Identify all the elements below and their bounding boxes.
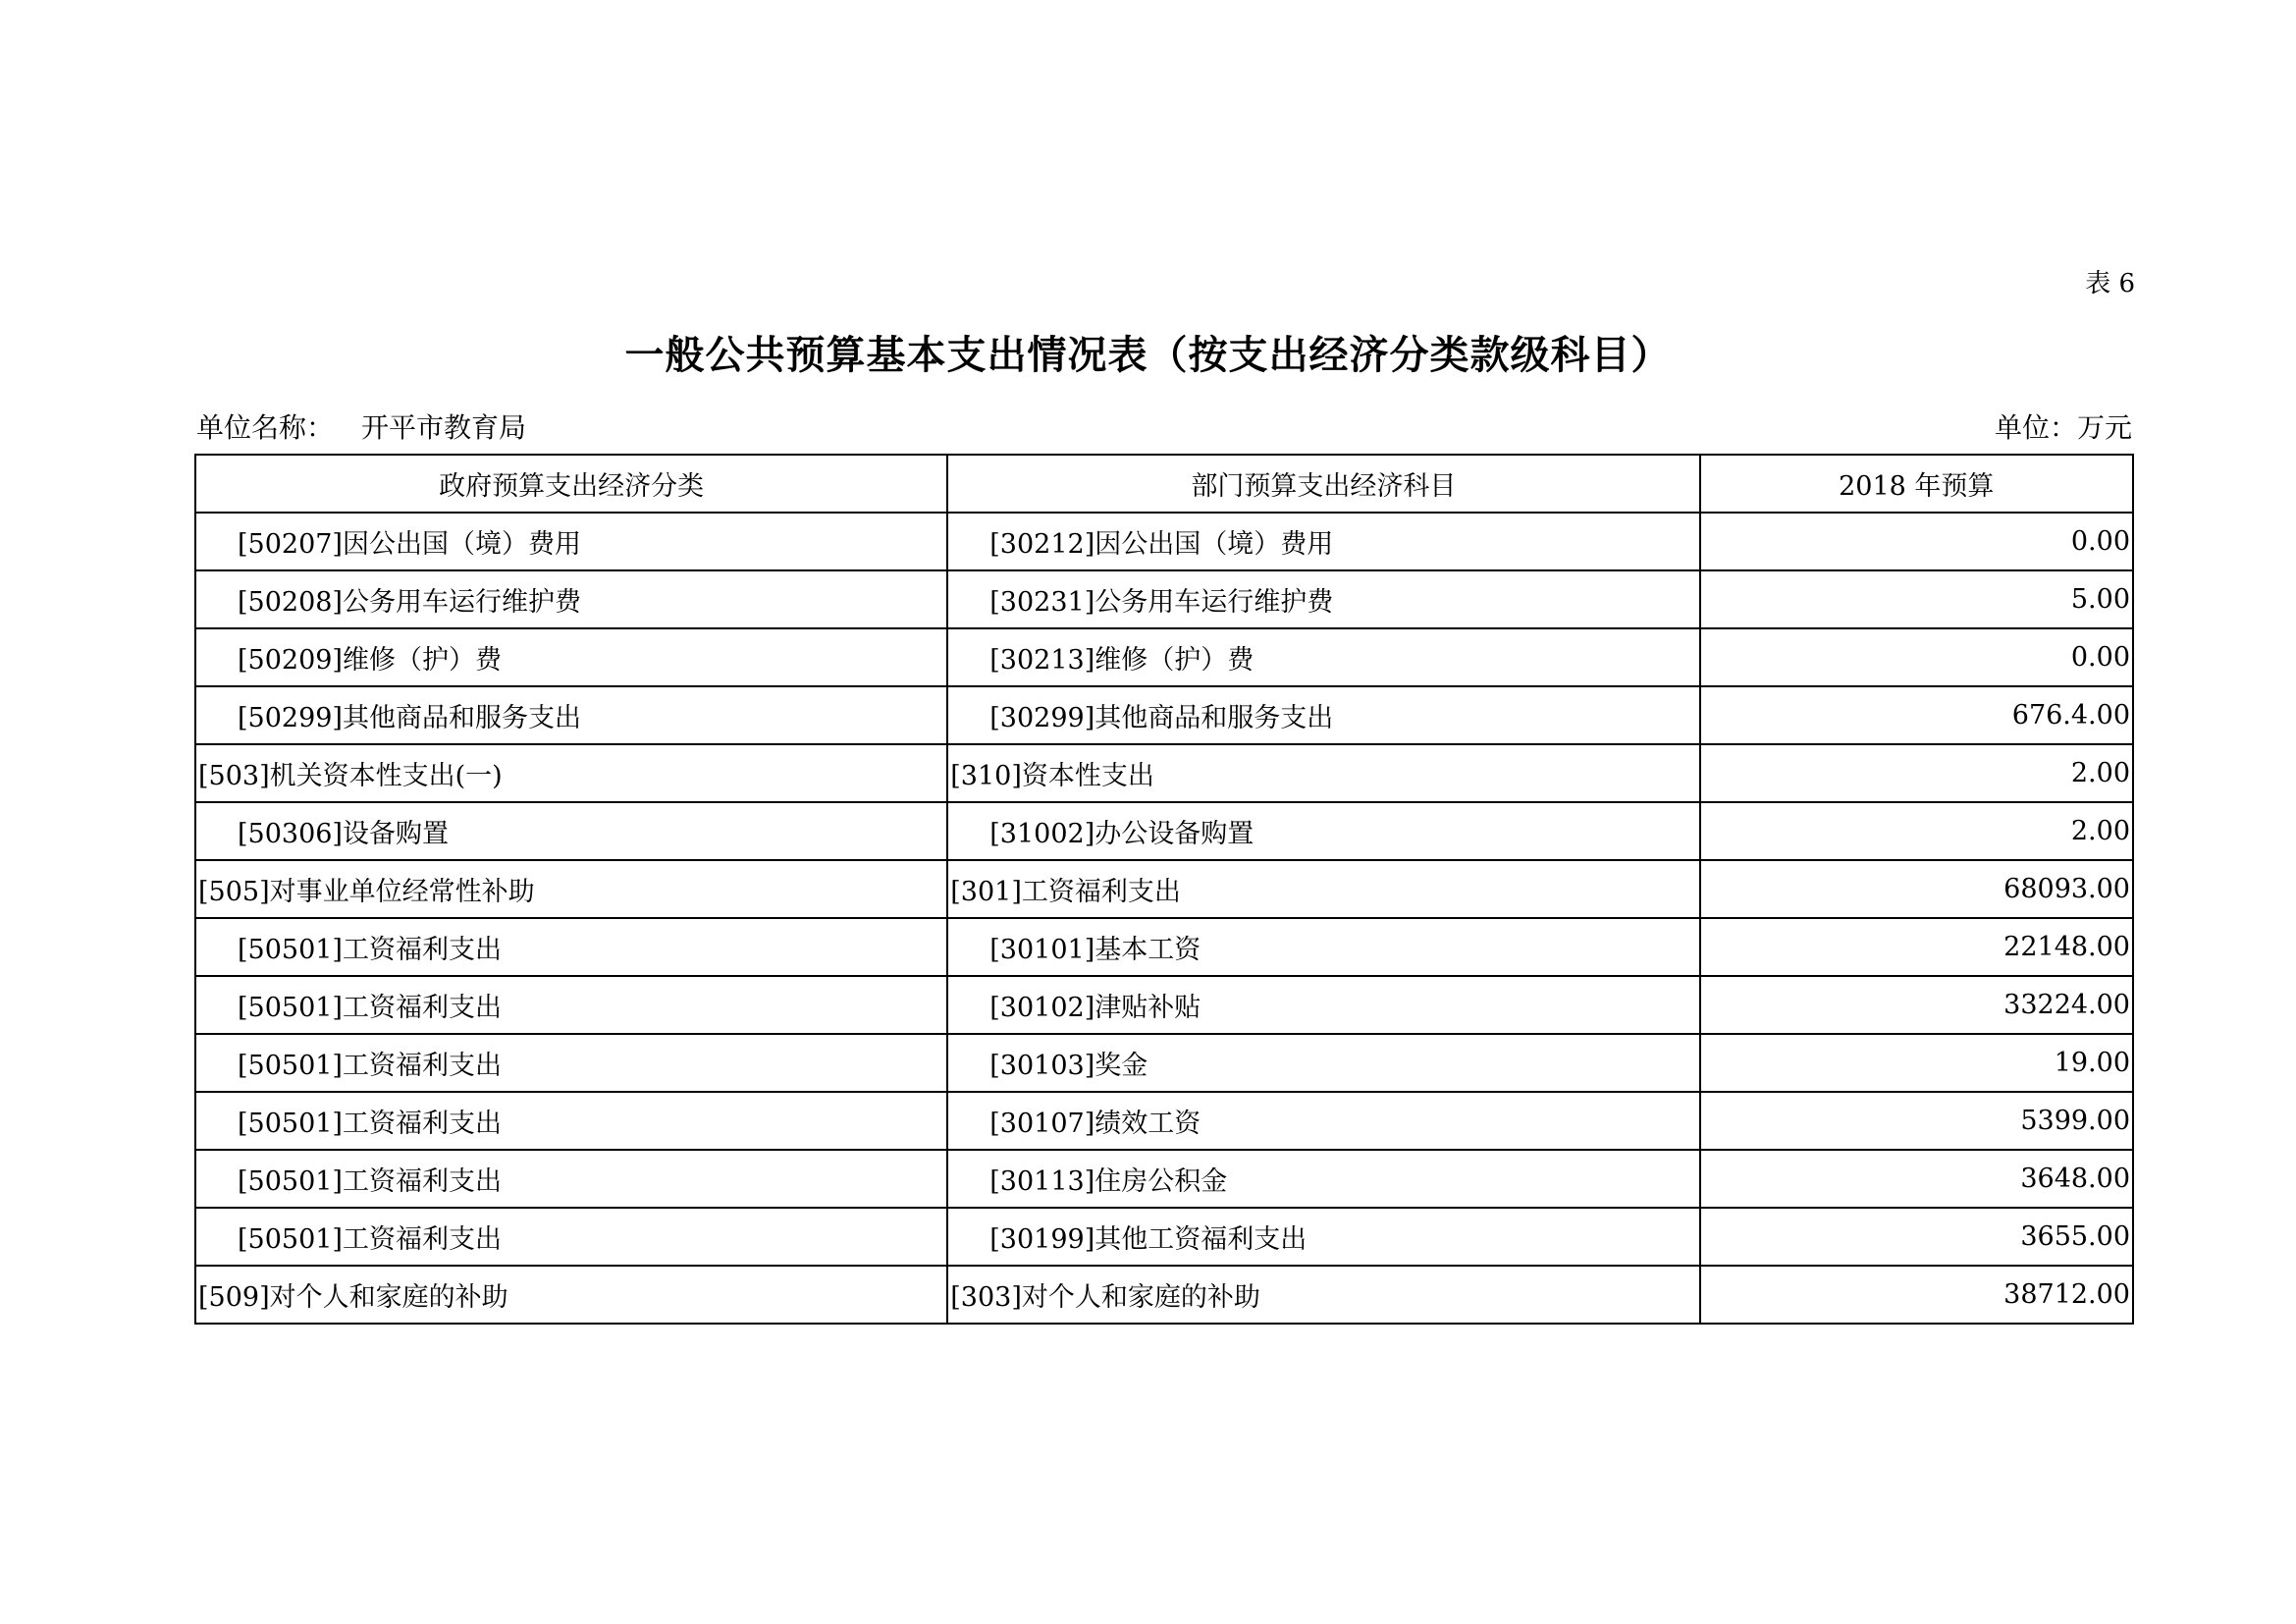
- cell-budget-amount: 0.00: [1700, 513, 2133, 570]
- cell-budget-amount: 3655.00: [1700, 1208, 2133, 1266]
- page-title: 一般公共预算基本支出情况表（按支出经济分类款级科目）: [624, 332, 1672, 378]
- cell-budget-amount: 33224.00: [1700, 976, 2133, 1034]
- cell-gov-category: [50501]工资福利支出: [195, 918, 947, 976]
- table-row: [195, 686, 2133, 744]
- cell-dept-subject: [31002]办公设备购置: [947, 802, 1699, 860]
- cell-budget-amount: 2.00: [1700, 802, 2133, 860]
- unit-label: 单位名称：: [196, 411, 335, 444]
- meta-row: [196, 406, 2132, 446]
- cell-dept-subject: [30212]因公出国（境）费用: [947, 513, 1699, 570]
- table-number: 表 6: [2085, 269, 2135, 298]
- cell-budget-amount: 2.00: [1700, 744, 2133, 802]
- table-row: [195, 628, 2133, 686]
- table-row: [195, 802, 2133, 860]
- table-row: [195, 918, 2133, 976]
- cell-budget-amount: 19.00: [1700, 1034, 2133, 1092]
- table-row: [195, 1150, 2133, 1208]
- cell-budget-amount: 0.00: [1700, 628, 2133, 686]
- cell-gov-category: [50299]其他商品和服务支出: [195, 686, 947, 744]
- cell-dept-subject: [30102]津贴补贴: [947, 976, 1699, 1034]
- cell-gov-category: [50207]因公出国（境）费用: [195, 513, 947, 570]
- cell-budget-amount: 5.00: [1700, 570, 2133, 628]
- cell-gov-category: [50209]维修（护）费: [195, 628, 947, 686]
- cell-gov-category: [509]对个人和家庭的补助: [195, 1266, 947, 1324]
- table-row: [195, 1266, 2133, 1324]
- table-row: [195, 860, 2133, 918]
- cell-budget-amount: 22148.00: [1700, 918, 2133, 976]
- cell-dept-subject: [30107]绩效工资: [947, 1092, 1699, 1150]
- cell-budget-amount: 5399.00: [1700, 1092, 2133, 1150]
- cell-budget-amount: 68093.00: [1700, 860, 2133, 918]
- cell-dept-subject: [30113]住房公积金: [947, 1150, 1699, 1208]
- unit-name: 开平市教育局: [361, 411, 527, 444]
- cell-dept-subject: [30103]奖金: [947, 1034, 1699, 1092]
- cell-dept-subject: [30299]其他商品和服务支出: [947, 686, 1699, 744]
- cell-dept-subject: [303]对个人和家庭的补助: [947, 1266, 1699, 1324]
- table-row: [195, 976, 2133, 1034]
- table-row: [195, 1034, 2133, 1092]
- cell-budget-amount: 38712.00: [1700, 1266, 2133, 1324]
- table-row: [195, 1092, 2133, 1150]
- cell-gov-category: [50501]工资福利支出: [195, 1150, 947, 1208]
- table-header-row: [195, 455, 2133, 513]
- table-row: [195, 513, 2133, 570]
- cell-budget-amount: 676.4.00: [1700, 686, 2133, 744]
- cell-gov-category: [50501]工资福利支出: [195, 1092, 947, 1150]
- table-row: [195, 1208, 2133, 1266]
- cell-gov-category: [50306]设备购置: [195, 802, 947, 860]
- table-row: [195, 570, 2133, 628]
- cell-gov-category: [50208]公务用车运行维护费: [195, 570, 947, 628]
- cell-gov-category: [503]机关资本性支出(一): [195, 744, 947, 802]
- cell-dept-subject: [30231]公务用车运行维护费: [947, 570, 1699, 628]
- currency-unit: 单位：万元: [1994, 411, 2132, 444]
- header-dept-subject: 部门预算支出经济科目: [947, 455, 1699, 513]
- cell-gov-category: [505]对事业单位经常性补助: [195, 860, 947, 918]
- header-gov-category: 政府预算支出经济分类: [195, 455, 947, 513]
- cell-budget-amount: 3648.00: [1700, 1150, 2133, 1208]
- cell-dept-subject: [30199]其他工资福利支出: [947, 1208, 1699, 1266]
- header-budget-2018: 2018 年预算: [1700, 455, 2133, 513]
- budget-table: [194, 454, 2134, 1325]
- cell-dept-subject: [30101]基本工资: [947, 918, 1699, 976]
- cell-gov-category: [50501]工资福利支出: [195, 976, 947, 1034]
- table-row: [195, 744, 2133, 802]
- unit-info: [196, 406, 526, 446]
- cell-gov-category: [50501]工资福利支出: [195, 1034, 947, 1092]
- cell-gov-category: [50501]工资福利支出: [195, 1208, 947, 1266]
- cell-dept-subject: [310]资本性支出: [947, 744, 1699, 802]
- cell-dept-subject: [301]工资福利支出: [947, 860, 1699, 918]
- cell-dept-subject: [30213]维修（护）费: [947, 628, 1699, 686]
